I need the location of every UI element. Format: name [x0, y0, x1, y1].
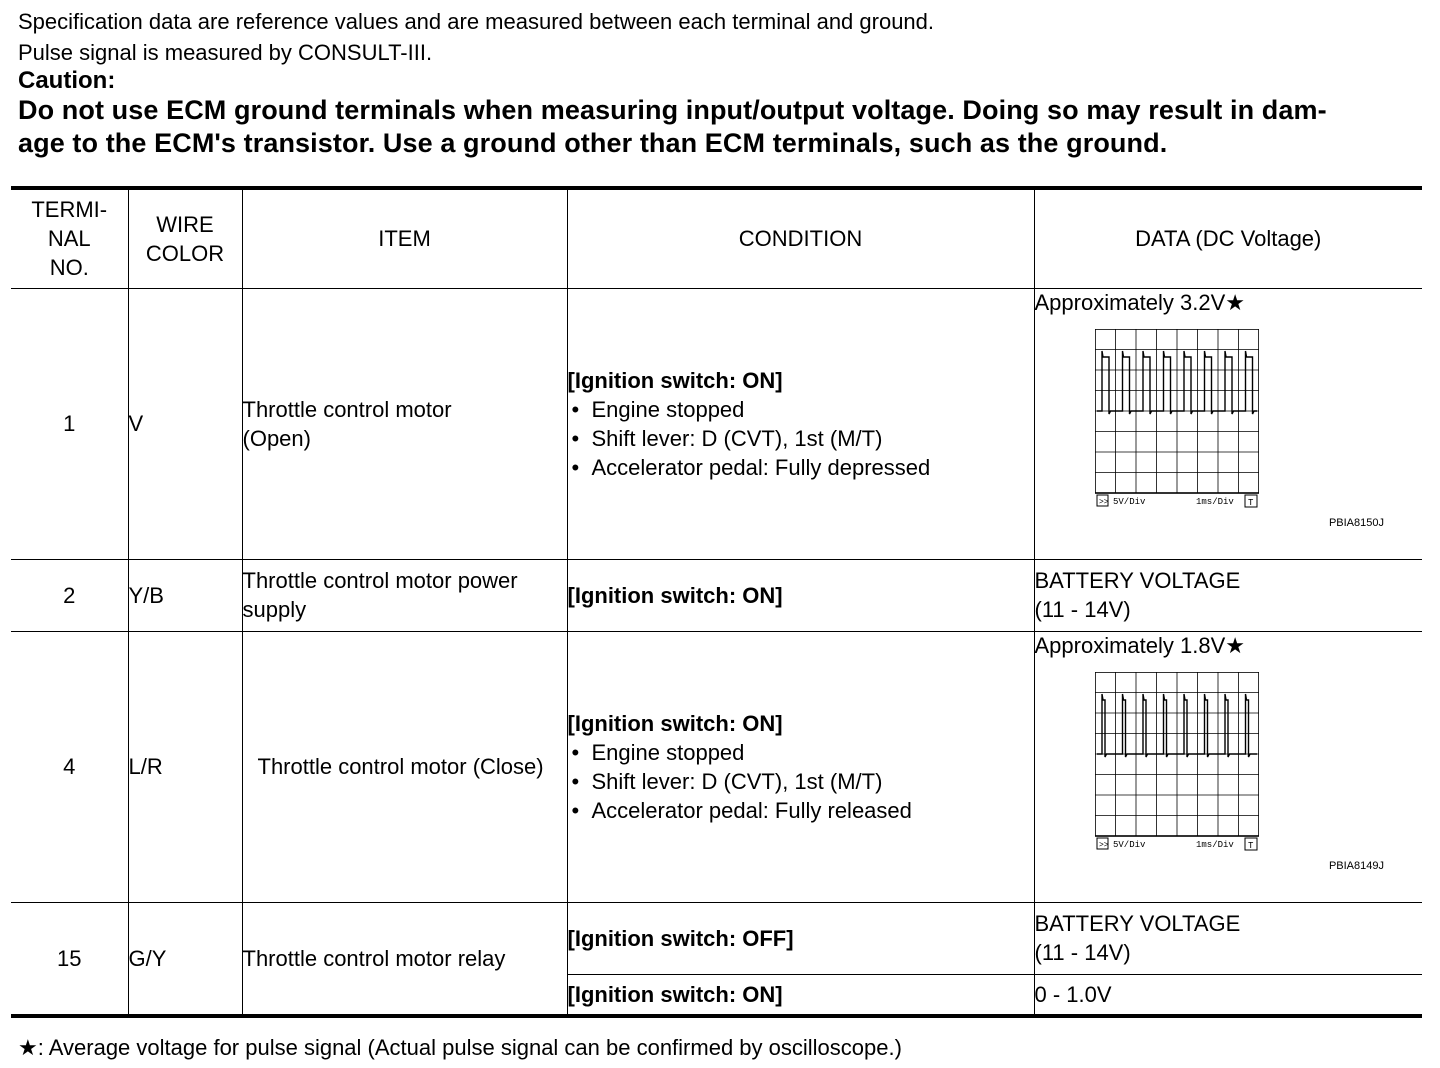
condition-cell: [567, 902, 1034, 974]
condition-title: [Ignition switch: ON]: [567, 710, 783, 736]
oscilloscope-waveform: [1095, 672, 1259, 852]
scope-time-div: 1ms/Div: [1195, 839, 1234, 850]
spec-note: Specification data are reference values and are measured between each terminal and ground.: [18, 9, 935, 34]
table-row: [11, 559, 1422, 631]
table-row: [11, 288, 1422, 559]
scope-arrow-icon: >>: [1098, 840, 1109, 850]
condition-bullet: • Engine stopped: [568, 395, 1034, 424]
terminal-cell: 2: [11, 559, 128, 631]
scope-time-div: 1ms/Div: [1195, 496, 1234, 507]
caution-line-2: age to the ECM's transistor. Use a ground other than ECM terminals, such as the ground.: [18, 128, 1168, 158]
oscilloscope-waveform: [1095, 329, 1259, 509]
header-row: [11, 188, 1422, 288]
scope-trigger-icon: T: [1247, 840, 1253, 851]
data-cell: BATTERY VOLTAGE (11 - 14V): [1034, 559, 1422, 631]
scope-volt-div: 5V/Div: [1112, 496, 1145, 507]
pulse-note: Pulse signal is measured by CONSULT-III.: [18, 40, 433, 65]
condition-bullet: • Accelerator pedal: Fully depressed: [568, 453, 1034, 482]
condition-title: [Ignition switch: ON]: [567, 582, 783, 608]
wire-color-cell: Y/B: [128, 559, 242, 631]
condition-bullet: • Accelerator pedal: Fully released: [568, 796, 1034, 825]
condition-list: [568, 395, 1034, 482]
data-cell: [1034, 631, 1422, 902]
condition-title: [Ignition switch: OFF]: [567, 925, 794, 951]
terminal-cell: 4: [11, 631, 128, 902]
table-row: [11, 902, 1422, 974]
item-cell: Throttle control motor (Close): [242, 631, 567, 902]
item-cell: Throttle control motor relay: [242, 902, 567, 1016]
header-data: DATA (DC Voltage): [1034, 188, 1422, 288]
header-terminal: TERMI- NAL NO.: [11, 188, 128, 288]
terminal-cell: 15: [11, 902, 128, 1016]
footnote: ★: Average voltage for pulse signal (Actual pulse signal can be confirmed by oscilloscope.): [18, 1035, 902, 1060]
condition-cell: [567, 559, 1034, 631]
scope-arrow-icon: >>: [1098, 497, 1109, 507]
figure-reference: PBIA8149J: [1328, 859, 1384, 872]
condition-bullet: • Shift lever: D (CVT), 1st (M/T): [568, 767, 1034, 796]
condition-list: [568, 738, 1034, 825]
condition-bullet: • Shift lever: D (CVT), 1st (M/T): [568, 424, 1034, 453]
intro-text: [18, 6, 1433, 160]
header-wire-color: WIRE COLOR: [128, 188, 242, 288]
terminal-cell: 1: [11, 288, 128, 559]
header-condition: CONDITION: [567, 188, 1034, 288]
condition-bullet: • Engine stopped: [568, 738, 1034, 767]
data-cell: BATTERY VOLTAGE (11 - 14V): [1034, 902, 1422, 974]
data-cell: 0 - 1.0V: [1034, 974, 1422, 1016]
wire-color-cell: L/R: [128, 631, 242, 902]
average-voltage: Approximately 3.2V★: [1034, 289, 1245, 315]
condition-cell: [567, 631, 1034, 902]
condition-cell: [567, 974, 1034, 1016]
condition-title: [Ignition switch: ON]: [567, 367, 783, 393]
scope-volt-div: 5V/Div: [1112, 839, 1145, 850]
star-icon: ★: [18, 1035, 38, 1060]
table-row: [11, 631, 1422, 902]
condition-title: [Ignition switch: ON]: [567, 981, 783, 1007]
wire-color-cell: V: [128, 288, 242, 559]
item-cell: Throttle control motor (Open): [242, 288, 567, 559]
caution-heading: Caution:: [18, 67, 116, 94]
average-voltage: Approximately 1.8V★: [1034, 632, 1245, 658]
item-cell: Throttle control motor power supply: [242, 559, 567, 631]
scope-trigger-icon: T: [1247, 497, 1253, 508]
header-item: ITEM: [242, 188, 567, 288]
wire-color-cell: G/Y: [128, 902, 242, 1016]
star-icon: ★: [1225, 289, 1245, 315]
figure-reference: PBIA8150J: [1328, 516, 1384, 529]
caution-line-1: Do not use ECM ground terminals when measuring input/output voltage. Doing so may result in dam-: [18, 95, 1327, 125]
terminal-spec-table: [11, 186, 1422, 1018]
data-cell: [1034, 288, 1422, 559]
condition-cell: [567, 288, 1034, 559]
star-icon: ★: [1225, 632, 1245, 658]
